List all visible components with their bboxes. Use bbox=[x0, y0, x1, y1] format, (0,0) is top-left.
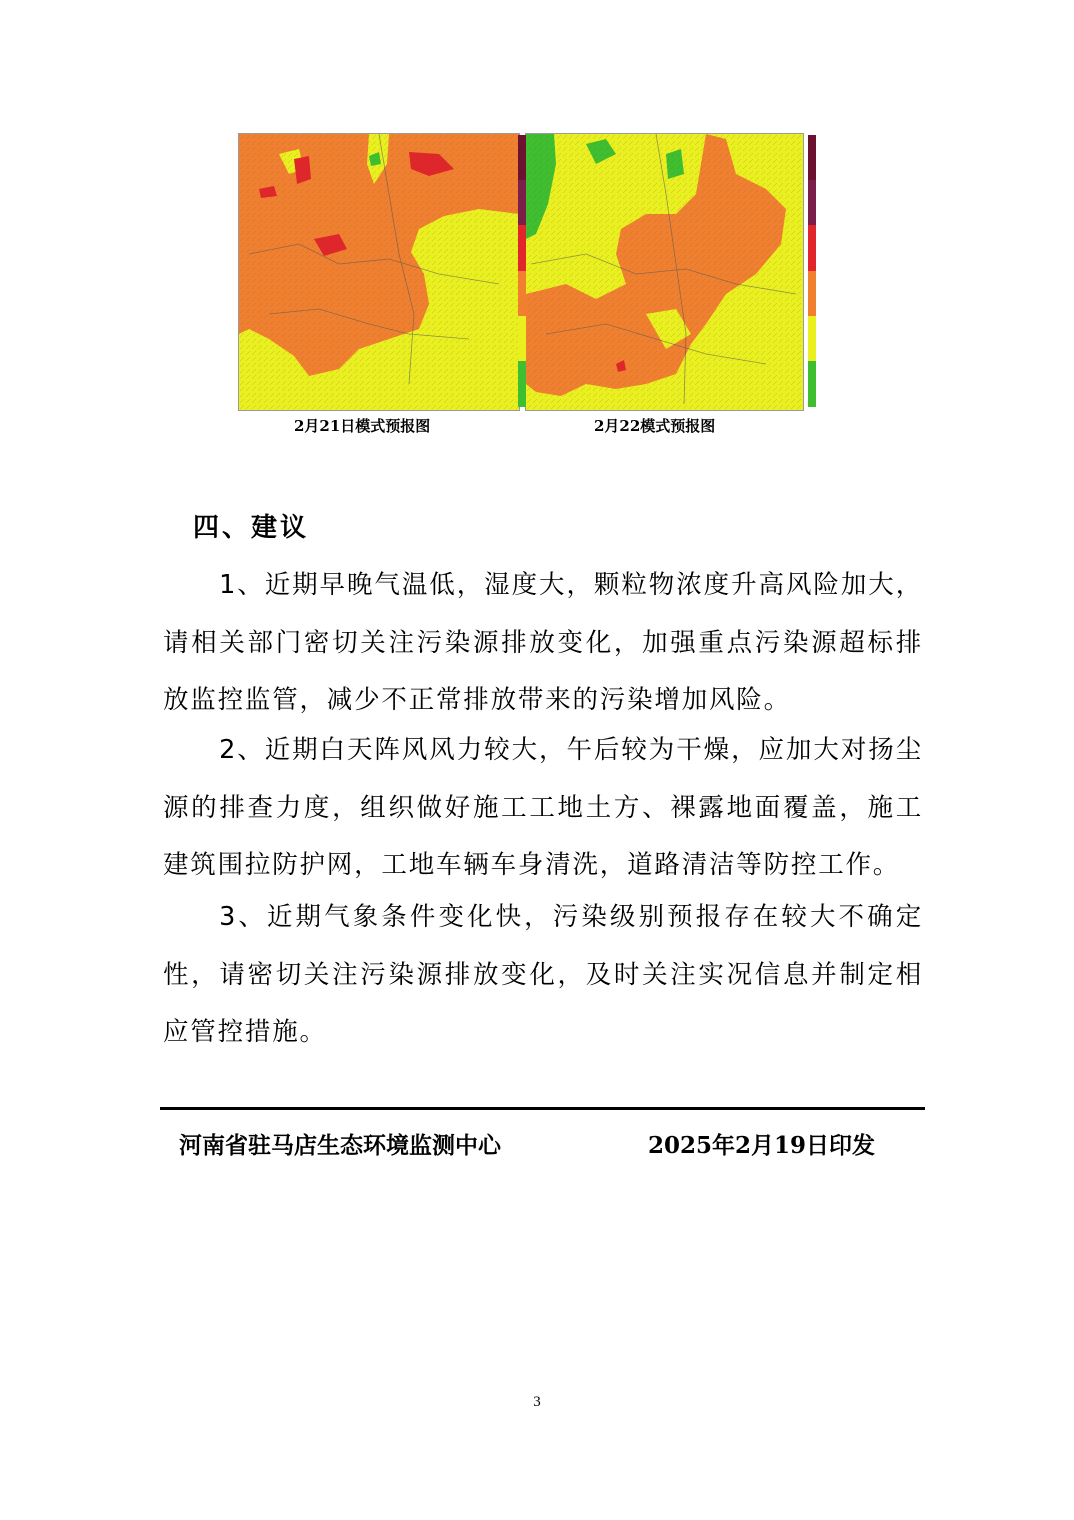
map-image-feb22 bbox=[525, 133, 804, 411]
issue-date: 2025年2月19日印发 bbox=[648, 1132, 876, 1159]
footer-divider bbox=[160, 1107, 925, 1110]
figure-caption-feb21: 2月21日模式预报图 bbox=[294, 417, 431, 435]
legend-colorbar-2b bbox=[808, 135, 816, 407]
forecast-map-feb21 bbox=[238, 133, 530, 409]
recommendation-paragraph-2: 2、近期白天阵风风力较大，午后较为干燥，应加大对扬尘源的排查力度，组织做好施工工地土方、裸露地面覆盖，施工建筑围拉防护网，工地车辆车身清洗，道路清洁等防控工作。 bbox=[163, 735, 923, 880]
map-image-feb21 bbox=[238, 133, 520, 411]
figure-caption-feb22: 2月22模式预报图 bbox=[594, 417, 716, 435]
issuer-name: 河南省驻马店生态环境监测中心 bbox=[179, 1133, 501, 1159]
recommendation-paragraph-3: 3、近期气象条件变化快，污染级别预报存在较大不确定性，请密切关注污染源排放变化，及时关注实况信息并制定相应管控措施。 bbox=[163, 902, 923, 1047]
recommendation-paragraph-1: 1、近期早晚气温低，湿度大，颗粒物浓度升高风险加大，请相关部门密切关注污染源排放变化，加强重点污染源超标排放监控监管，减少不正常排放带来的污染增加风险。 bbox=[163, 570, 923, 715]
legend-colorbar-2a bbox=[518, 135, 526, 407]
section-heading: 四、建议 bbox=[193, 513, 310, 543]
forecast-map-feb22 bbox=[518, 133, 818, 409]
page-number: 3 bbox=[533, 1394, 541, 1410]
